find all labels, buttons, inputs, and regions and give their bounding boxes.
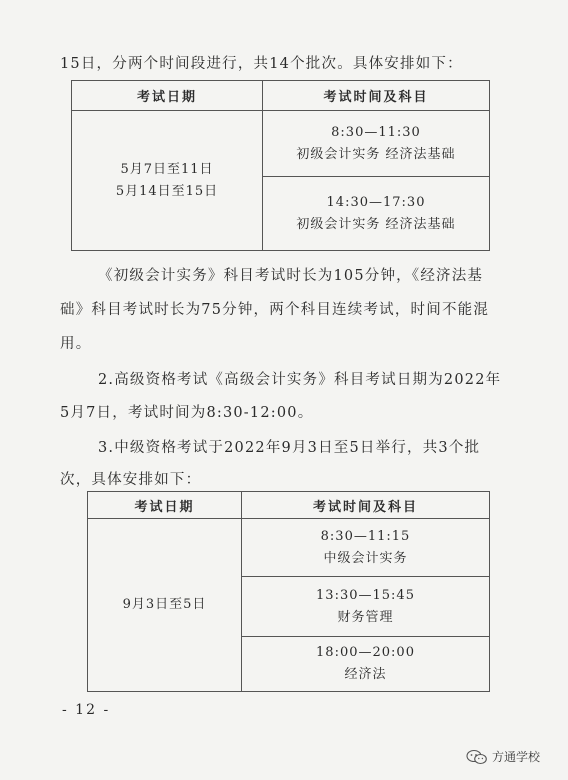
exam-date-cell <box>72 111 263 251</box>
paragraph-1-line-2: 础》科目考试时长为75分钟，两个科目连续考试，时间不能混 <box>60 302 490 318</box>
session-cell <box>263 111 490 177</box>
paragraph-3-line-2: 次，具体安排如下： <box>60 472 202 488</box>
table-header-row <box>88 492 490 519</box>
header-exam-time-subject: 考试时间及科目 <box>242 492 490 519</box>
table-row <box>72 111 490 177</box>
exam-date-cell <box>88 519 242 692</box>
paragraph-3-line-1: 3.中级资格考试于2022年9月3日至5日举行，共3个批 <box>98 440 481 456</box>
session-time: 8:30—11:15 <box>320 528 411 544</box>
session-subjects: 财务管理 <box>337 609 394 625</box>
header-exam-date: 考试日期 <box>72 81 263 111</box>
exam-date-line-2: 5月14日至15日 <box>115 183 219 199</box>
page-number: - 12 - <box>62 702 111 718</box>
paragraph-2-line-2: 5月7日，考试时间为8:30-12:00。 <box>60 405 314 421</box>
intro-text: 15日，分两个时间段进行，共14个批次。具体安排如下： <box>60 56 463 72</box>
schedule-table-intermediate <box>87 491 490 692</box>
paragraph-2-line-1: 2.高级资格考试《高级会计实务》科目考试日期为2022年 <box>98 372 502 388</box>
session-cell <box>242 577 490 637</box>
session-time: 14:30—17:30 <box>326 194 426 210</box>
session-cell <box>242 637 490 692</box>
session-subjects: 中级会计实务 <box>323 550 408 566</box>
session-time: 13:30—15:45 <box>316 587 415 603</box>
wechat-icon <box>466 749 488 765</box>
session-time: 8:30—11:30 <box>331 124 421 140</box>
paragraph-1-line-1: 《初级会计实务》科目考试时长为105分钟，《经济法基 <box>98 268 484 284</box>
table-header-row <box>72 81 490 111</box>
watermark <box>466 748 540 765</box>
exam-date-line-1: 5月7日至11日 <box>120 161 214 177</box>
header-exam-time-subject: 考试时间及科目 <box>263 81 490 111</box>
session-time: 18:00—20:00 <box>316 645 415 660</box>
session-cell <box>263 177 490 251</box>
schedule-table-junior <box>71 80 490 251</box>
exam-date: 9月3日至5日 <box>122 597 207 612</box>
session-subjects: 经济法 <box>344 667 387 682</box>
watermark-text: 方通学校 <box>492 750 541 764</box>
session-subjects: 初级会计实务 经济法基础 <box>296 146 456 162</box>
header-exam-date: 考试日期 <box>88 492 242 519</box>
session-subjects: 初级会计实务 经济法基础 <box>296 216 456 232</box>
paragraph-1-line-3: 用。 <box>60 336 92 352</box>
table-row <box>88 519 490 577</box>
session-cell <box>242 519 490 577</box>
